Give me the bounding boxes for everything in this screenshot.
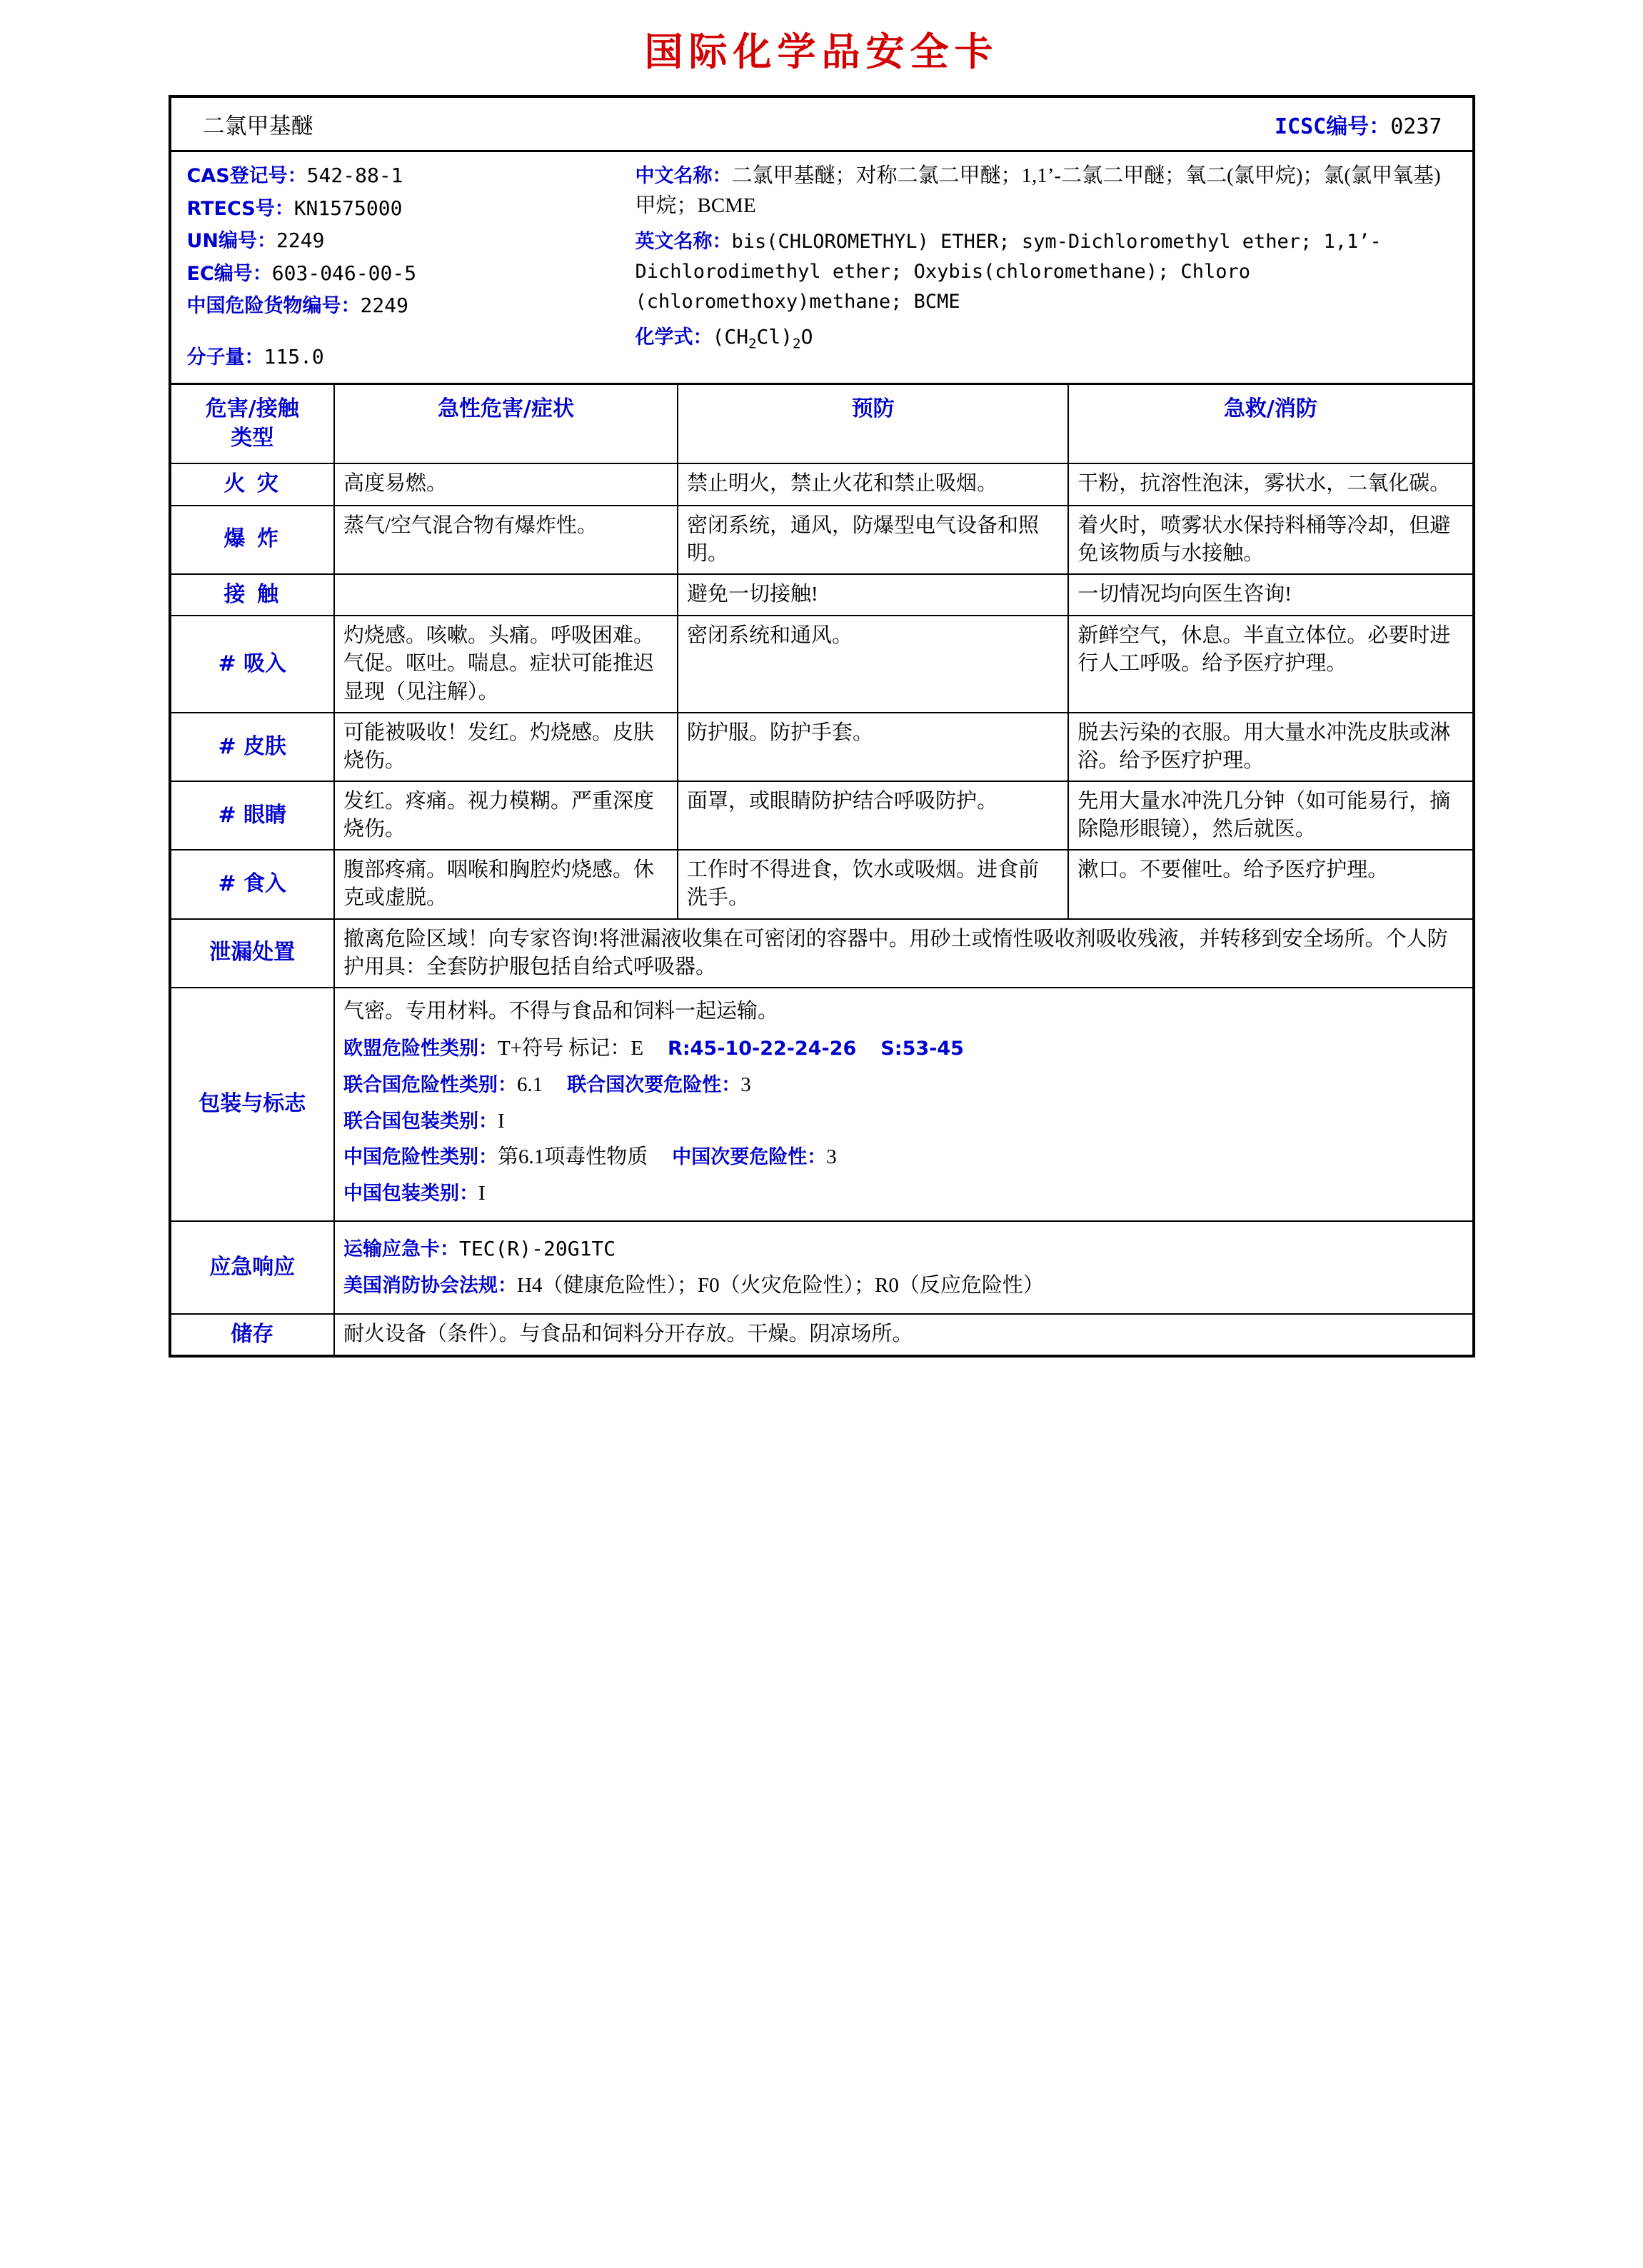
table-row (171, 713, 1472, 781)
row-label-packaging: 包装与标志 (171, 988, 335, 1222)
molecular-weight-row (187, 342, 628, 373)
header-hazard: 急性危害/症状 (334, 385, 678, 463)
rtecs-row (187, 194, 628, 225)
cn-hazard-class-label: 中国危险性类别： (343, 1146, 498, 1169)
eu-r-phrases: R:45-10-22-24-26 (668, 1038, 857, 1060)
table-row (171, 574, 1472, 616)
packaging-cell (334, 988, 1472, 1222)
table-row (171, 616, 1472, 712)
packaging-row (171, 988, 1472, 1222)
packaging-eu-line (343, 1034, 1464, 1063)
formula-value (712, 325, 813, 352)
inhalation-firstaid: 新鲜空气，休息。半直立体位。必要时进行人工呼吸。给予医疗护理。 (1068, 616, 1472, 712)
cn-packing-group-label: 中国包装类别： (343, 1182, 478, 1205)
row-label-inhalation: # 吸入 (171, 616, 335, 712)
header-type (171, 385, 335, 463)
table-row (171, 850, 1472, 918)
icsc-value: 0237 (1390, 114, 1442, 139)
exposure-firstaid: 一切情况均向医生咨询! (1068, 574, 1472, 616)
packaging-cn-group-line (343, 1179, 1464, 1208)
un-hazard-class-value: 6.1 (517, 1073, 543, 1097)
header-type-line2: 类型 (231, 425, 274, 451)
nfpa-line (343, 1271, 1464, 1300)
eyes-prevention: 面罩，或眼睛防护结合呼吸防护。 (678, 781, 1068, 850)
cn-packing-group-value: I (478, 1181, 486, 1205)
english-names-row (635, 226, 1459, 316)
cn-dangerous-goods-row (187, 291, 628, 322)
header-firstaid: 急救/消防 (1068, 385, 1472, 463)
english-names-value: bis(CHLOROMETHYL) ETHER; sym-Dichloromethyl ether; 1,1’-Dichlorodimethyl ether; Oxybis(chloromethane); Chloro (chloromethoxy)methane; BCME (635, 231, 1382, 313)
row-label-emergency: 应急响应 (171, 1221, 335, 1313)
explosion-hazard: 蒸气/空气混合物有爆炸性。 (334, 506, 678, 574)
molecular-weight-value: 115.0 (263, 344, 324, 368)
fire-prevention: 禁止明火，禁止火花和禁止吸烟。 (678, 463, 1068, 506)
un-packing-group-value: I (498, 1109, 505, 1133)
eu-hazard-class-value: T+符号 标记：E (498, 1037, 644, 1060)
ingestion-hazard: 腹部疼痛。咽喉和胸腔灼烧感。休克或虚脱。 (334, 850, 678, 918)
row-label-skin: # 皮肤 (171, 713, 335, 781)
cn-subsidiary-risk-label: 中国次要危险性： (672, 1146, 827, 1169)
table-row (171, 463, 1472, 506)
identity-block (171, 152, 1472, 385)
inhalation-hazard: 灼烧感。咳嗽。头痛。呼吸困难。气促。呕吐。喘息。症状可能推迟显现（见注解）。 (334, 616, 678, 712)
formula-label: 化学式： (635, 326, 713, 349)
icsc-card (169, 95, 1475, 1358)
packaging-cn-line (343, 1143, 1464, 1172)
formula-mid: Cl) (756, 325, 793, 349)
rtecs-value: KN1575000 (293, 196, 403, 220)
page-title: 国际化学品安全卡 (644, 29, 999, 74)
storage-row (171, 1314, 1472, 1355)
row-label-explosion: 爆 炸 (171, 506, 335, 574)
formula-sub-2: 2 (793, 336, 801, 352)
icsc-label: ICSC编号： (1275, 114, 1391, 139)
chinese-names-label: 中文名称： (635, 165, 732, 187)
transport-emergency-card-line (343, 1235, 1464, 1264)
card-header (171, 98, 1472, 152)
chemical-name: 二氯甲基醚 (202, 114, 313, 139)
icsc-number-block (1275, 109, 1457, 140)
cn-subsidiary-risk-value: 3 (826, 1145, 837, 1169)
storage-text: 耐火设备（条件）。与食品和饲料分开存放。干燥。阴凉场所。 (334, 1314, 1472, 1355)
explosion-firstaid: 着火时，喷雾状水保持料桶等冷却，但避免该物质与水接触。 (1068, 506, 1472, 574)
cn-dangerous-goods-value: 2249 (360, 293, 408, 317)
eu-s-phrases: S:53-45 (880, 1038, 964, 1060)
ec-value: 603-046-00-5 (271, 261, 417, 285)
skin-hazard: 可能被吸收！发红。灼烧感。皮肤烧伤。 (334, 713, 678, 781)
skin-firstaid: 脱去污染的衣服。用大量水冲洗皮肤或淋浴。给予医疗护理。 (1068, 713, 1472, 781)
un-row (187, 226, 628, 257)
un-subsidiary-risk-label: 联合国次要危险性： (567, 1074, 741, 1097)
exposure-prevention: 避免一切接触! (678, 574, 1068, 616)
ingestion-prevention: 工作时不得进食，饮水或吸烟。进食前洗手。 (678, 850, 1068, 918)
cn-dangerous-goods-label: 中国危险货物编号： (186, 295, 361, 317)
spill-row (171, 919, 1472, 988)
formula-sub-1: 2 (748, 336, 757, 352)
table-header-row (171, 385, 1472, 463)
packaging-un-group-line (343, 1107, 1464, 1136)
ec-row (187, 259, 628, 290)
english-names-label: 英文名称： (635, 231, 732, 254)
cas-value: 542-88-1 (306, 164, 403, 187)
un-value: 2249 (276, 229, 325, 252)
emergency-row (171, 1221, 1472, 1313)
identity-right (628, 152, 1472, 383)
formula-pre: (CH (712, 325, 749, 349)
spill-text: 撤离危险区域！向专家咨询!将泄漏液收集在可密闭的容器中。用砂土或惰性吸收剂吸收残液，并转移到安全场所。个人防护用具：全套防护服包括自给式呼吸器。 (334, 919, 1472, 988)
un-label: UN编号： (186, 230, 277, 252)
inhalation-prevention: 密闭系统和通风。 (678, 616, 1068, 712)
eu-hazard-class-label: 欧盟危险性类别： (343, 1038, 498, 1060)
exposure-hazard (334, 574, 678, 616)
packaging-intro: 气密。专用材料。不得与食品和饲料一起运输。 (343, 999, 779, 1023)
un-hazard-class-label: 联合国危险性类别： (343, 1074, 517, 1097)
identity-left (171, 152, 628, 383)
packaging-un-line (343, 1070, 1464, 1100)
emergency-cell (334, 1221, 1472, 1313)
fire-firstaid: 干粉，抗溶性泡沫，雾状水，二氧化碳。 (1068, 463, 1472, 506)
transport-emergency-card-label: 运输应急卡： (343, 1238, 459, 1261)
nfpa-value: H4（健康危险性）；F0（火灾危险性）；R0（反应危险性） (517, 1273, 1044, 1297)
ec-label: EC编号： (186, 262, 272, 285)
table-row (171, 506, 1472, 574)
chinese-names-row (635, 161, 1459, 221)
ingestion-firstaid: 漱口。不要催吐。给予医疗护理。 (1068, 850, 1472, 918)
molecular-weight-label: 分子量： (186, 346, 264, 368)
row-label-exposure: 接 触 (171, 574, 335, 616)
row-label-spill: 泄漏处置 (171, 919, 335, 988)
transport-emergency-card-value: TEC(R)-20G1TC (459, 1237, 616, 1261)
rtecs-label: RTECS号： (186, 197, 294, 220)
fire-hazard: 高度易燃。 (334, 463, 678, 506)
cas-label: CAS登记号： (186, 165, 307, 187)
nfpa-label: 美国消防协会法规： (343, 1274, 517, 1297)
row-label-eyes: # 眼睛 (171, 781, 335, 850)
header-prevention: 预防 (678, 385, 1068, 463)
row-label-storage: 储存 (171, 1314, 335, 1355)
skin-prevention: 防护服。防护手套。 (678, 713, 1068, 781)
identity-spacer (187, 323, 628, 342)
eyes-hazard: 发红。疼痛。视力模糊。严重深度烧伤。 (334, 781, 678, 850)
row-label-ingestion: # 食入 (171, 850, 335, 918)
un-packing-group-label: 联合国包装类别： (343, 1110, 498, 1133)
hazard-table (171, 385, 1472, 1355)
eyes-firstaid: 先用大量水冲洗几分钟（如可能易行，摘除隐形眼镜），然后就医。 (1068, 781, 1472, 850)
header-type-line1: 危害/接触 (205, 396, 299, 421)
chinese-names-value: 二氯甲基醚；对称二氯二甲醚；1,1’-二氯二甲醚；氧二(氯甲烷)；氯(氯甲氧基)甲烷；BCME (635, 164, 1441, 218)
cn-hazard-class-value: 第6.1项毒性物质 (498, 1145, 648, 1169)
formula-row (635, 322, 1459, 354)
formula-post: O (800, 325, 813, 349)
table-row (171, 781, 1472, 850)
row-label-fire: 火 灾 (171, 463, 335, 506)
explosion-prevention: 密闭系统，通风，防爆型电气设备和照明。 (678, 506, 1068, 574)
cas-row (187, 161, 628, 192)
un-subsidiary-risk-value: 3 (740, 1073, 751, 1097)
